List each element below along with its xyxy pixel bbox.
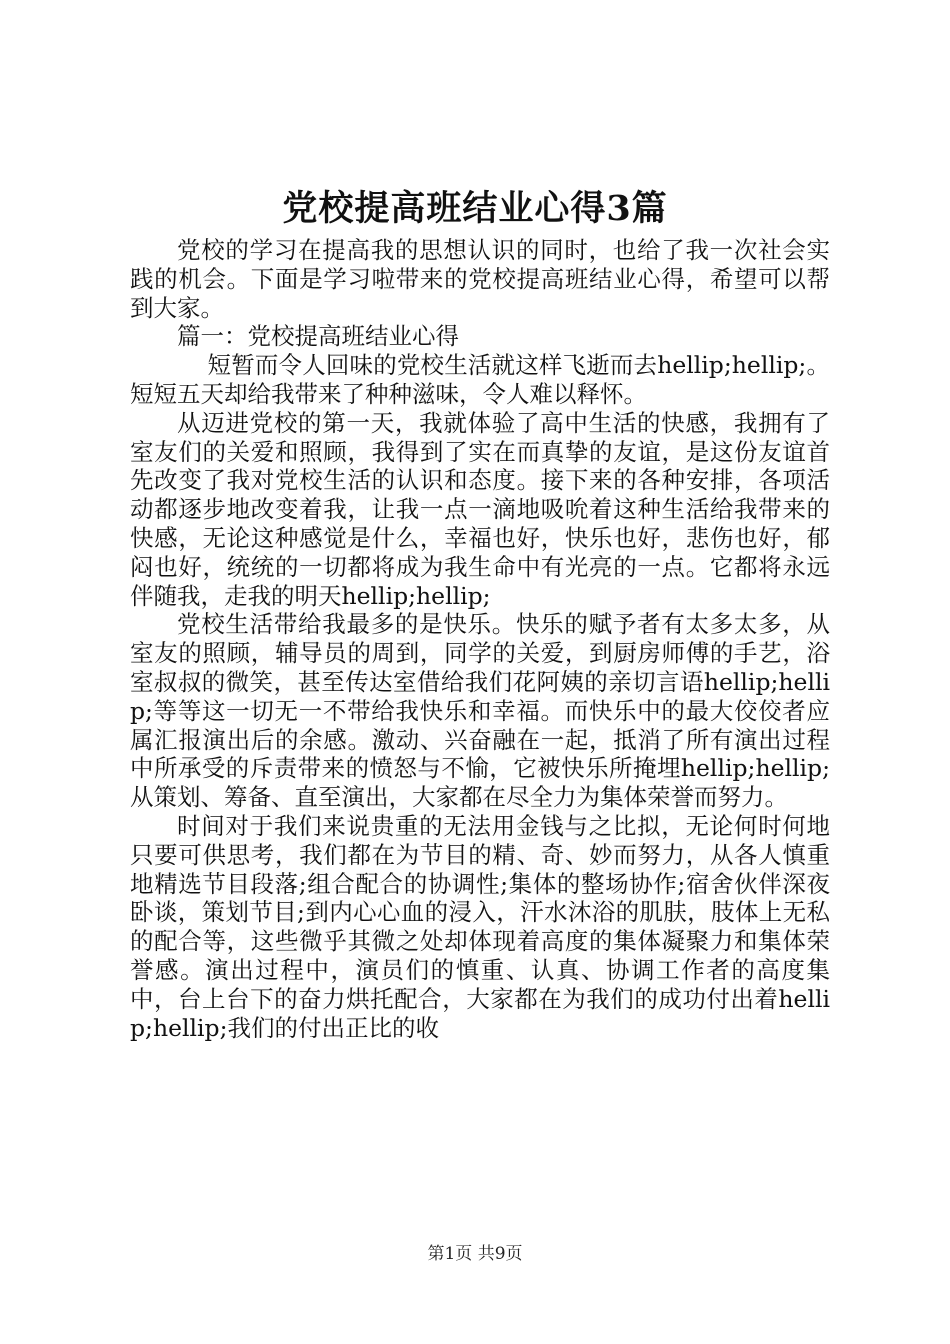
body-paragraph: 党校生活带给我最多的是快乐。快乐的赋予者有太多太多，从室友的照顾，辅导员的周到，同学的关爱，到厨房师傅的手艺，浴室叔叔的微笑，甚至传达室借给我们花阿姨的亲切言语hellip;hellip;等等这一切无一不带给我快乐和幸福。而快乐中的最大佼佼者应属汇报演出后的余感。激动、兴奋融在一起，抵消了所有演出过程中所承受的斥责带来的愤怒与不愉，它被快乐所掩埋hellip;hellip;从策划、筹备、直至演出，大家都在尽全力为集体荣誉而努力。	[130, 610, 830, 812]
document-body	[130, 236, 830, 1042]
body-paragraph: 时间对于我们来说贵重的无法用金钱与之比拟，无论何时何地只要可供思考，我们都在为节目的精、奇、妙而努力，从各人慎重地精选节目段落;组合配合的协调性;集体的整场协作;宿舍伙伴深夜卧谈，策划节目;到内心心血的浸入，汗水沐浴的肌肤，肢体上无私的配合等，这些微乎其微之处却体现着高度的集体凝聚力和集体荣誉感。演出过程中，演员们的慎重、认真、协调工作者的高度集中，台上台下的奋力烘托配合，大家都在为我们的成功付出着hellip;hellip;我们的付出正比的收	[130, 811, 830, 1042]
section-heading: 篇一：党校提高班结业心得	[177, 322, 459, 351]
document-title: 党校提高班结业心得3篇	[282, 188, 668, 229]
body-paragraph: 从迈进党校的第一天，我就体验了高中生活的快感，我拥有了室友们的关爱和照顾，我得到了实在而真挚的友谊，是这份友谊首先改变了我对党校生活的认识和态度。接下来的各种安排，各项活动都逐步地改变着我，让我一点一滴地吸吮着这种生活给我带来的快感，无论这种感觉是什么，幸福也好，快乐也好，悲伤也好，郁闷也好，统统的一切都将成为我生命中有光亮的一点。它都将永远伴随我，走我的明天hellip;hellip;	[130, 408, 830, 610]
body-paragraph: 短暂而令人回味的党校生活就这样飞逝而去hellip;hellip;。短短五天却给我带来了种种滋味，令人难以释怀。	[130, 351, 830, 408]
page-footer: 第1页 共9页	[427, 1244, 523, 1264]
intro-paragraph: 党校的学习在提高我的思想认识的同时，也给了我一次社会实践的机会。下面是学习啦带来的党校提高班结业心得，希望可以帮到大家。	[130, 236, 830, 322]
